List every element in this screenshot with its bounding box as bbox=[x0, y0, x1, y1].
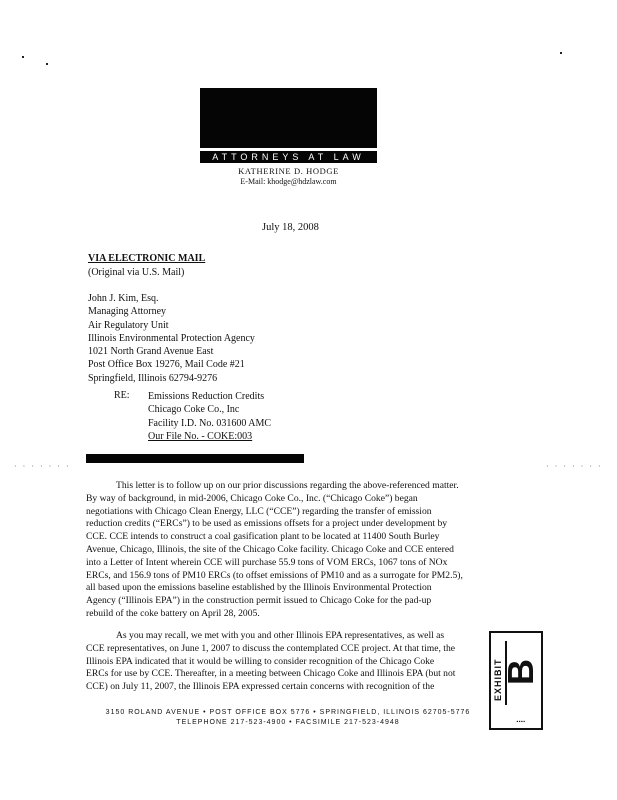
body-line: Avenue, Chicago, Illinois, the site of the Chicago Coke facility. Chicago Coke and CCE entered bbox=[86, 543, 454, 555]
redaction-bar bbox=[86, 454, 304, 463]
body-line: all based upon the emissions baseline established by the Illinois Environmental Protection bbox=[86, 582, 432, 594]
body-line: CCE representatives, on June 1, 2007 to discuss the contemplated CCE project. At that time, the bbox=[86, 642, 456, 654]
letterhead-logo-redacted bbox=[200, 88, 377, 148]
recipient-line: Illinois Environmental Protection Agency bbox=[88, 332, 255, 344]
scan-speck bbox=[22, 56, 24, 58]
body-line: rebuild of the coke battery on April 28, 2005. bbox=[86, 607, 260, 619]
exhibit-word: EXHIBIT bbox=[493, 658, 503, 701]
scan-dots-left: · · · · · · · bbox=[14, 462, 71, 471]
body-line: ERCs for use by CCE. Thereafter, in a meeting between Chicago Coke and Illinois EPA (but not bbox=[86, 668, 456, 680]
body-line: As you may recall, we met with you and other Illinois EPA representatives, as well as bbox=[116, 630, 445, 641]
body-line: into a Letter of Intent wherein CCE will purchase 55.9 tons of VOM ERCs, 1067 tons of NOx bbox=[86, 556, 448, 568]
body-line: negotiations with Chicago Clean Energy, LLC (“CCE”) regarding the transfer of emission bbox=[86, 505, 432, 517]
subject-line-file-no: Our File No. - COKE:003 bbox=[148, 431, 253, 443]
recipient-line: Springfield, Illinois 62794-9276 bbox=[88, 372, 218, 384]
sender-email: E-Mail: khodge@hdzlaw.com bbox=[240, 177, 337, 186]
scan-speck bbox=[46, 63, 48, 65]
scan-dots-right: · · · · · · · bbox=[546, 462, 603, 471]
body-line: Illinois EPA indicated that it would be willing to consider recognition of the Chicago Coke bbox=[86, 655, 435, 667]
letterhead-band: ATTORNEYS AT LAW bbox=[200, 151, 377, 163]
body-line: Agency (“Illinois EPA”) in the construction permit issued to Chicago Coke for the pad-up bbox=[86, 595, 432, 607]
body-paragraph-2 bbox=[86, 630, 490, 694]
recipient-line: Air Regulatory Unit bbox=[88, 319, 169, 331]
recipient-line: Managing Attorney bbox=[88, 306, 167, 318]
exhibit-sticker bbox=[489, 631, 543, 730]
recipient-line: John J. Kim, Esq. bbox=[88, 293, 159, 304]
footer-address: 3150 ROLAND AVENUE • POST OFFICE BOX 5776 • SPRINGFIELD, ILLINOIS 62705-5776 bbox=[105, 709, 471, 716]
subject-label: RE: bbox=[114, 390, 130, 401]
recipient-line: 1021 North Grand Avenue East bbox=[88, 346, 214, 358]
exhibit-letter: B bbox=[500, 659, 541, 685]
subject-line: Chicago Coke Co., Inc bbox=[148, 404, 240, 416]
recipient-address bbox=[88, 292, 255, 385]
body-paragraph-1 bbox=[86, 480, 490, 621]
subject-line: Facility I.D. No. 031600 AMC bbox=[148, 417, 272, 429]
subject-line: Emissions Reduction Credits bbox=[148, 391, 265, 402]
letter-date: July 18, 2008 bbox=[262, 222, 319, 233]
delivery-note: (Original via U.S. Mail) bbox=[88, 267, 185, 278]
body-line: This letter is to follow up on our prior discussions regarding the above-referenced matter. bbox=[116, 480, 459, 491]
body-line: CCE) on July 11, 2007, the Illinois EPA expressed certain concerns with recognition of the bbox=[86, 681, 435, 693]
body-line: ERCs, and 156.9 tons of PM10 ERCs (to offset emissions of PM10 and as a surrogate for PM2.5), bbox=[86, 569, 463, 581]
body-line: reduction credits (“ERCs”) to be used as emissions offsets for a project under development by bbox=[86, 518, 448, 530]
body-line: CCE. CCE intends to construct a coal gasification plant to be located at 11400 South Burley bbox=[86, 531, 440, 543]
subject-block bbox=[148, 390, 271, 444]
body-line: By way of background, in mid-2006, Chicago Coke Co., Inc. (“Chicago Coke”) began bbox=[86, 492, 418, 504]
scan-speck bbox=[560, 52, 562, 54]
sender-name: KATHERINE D. HODGE bbox=[238, 166, 339, 176]
recipient-line: Post Office Box 19276, Mail Code #21 bbox=[88, 359, 245, 371]
delivery-method: VIA ELECTRONIC MAIL bbox=[88, 253, 206, 264]
footer-phone: TELEPHONE 217-523-4900 • FACSIMILE 217-523-4948 bbox=[176, 719, 400, 726]
exhibit-stamp-mark: ▪▪▪▪ bbox=[516, 719, 526, 725]
